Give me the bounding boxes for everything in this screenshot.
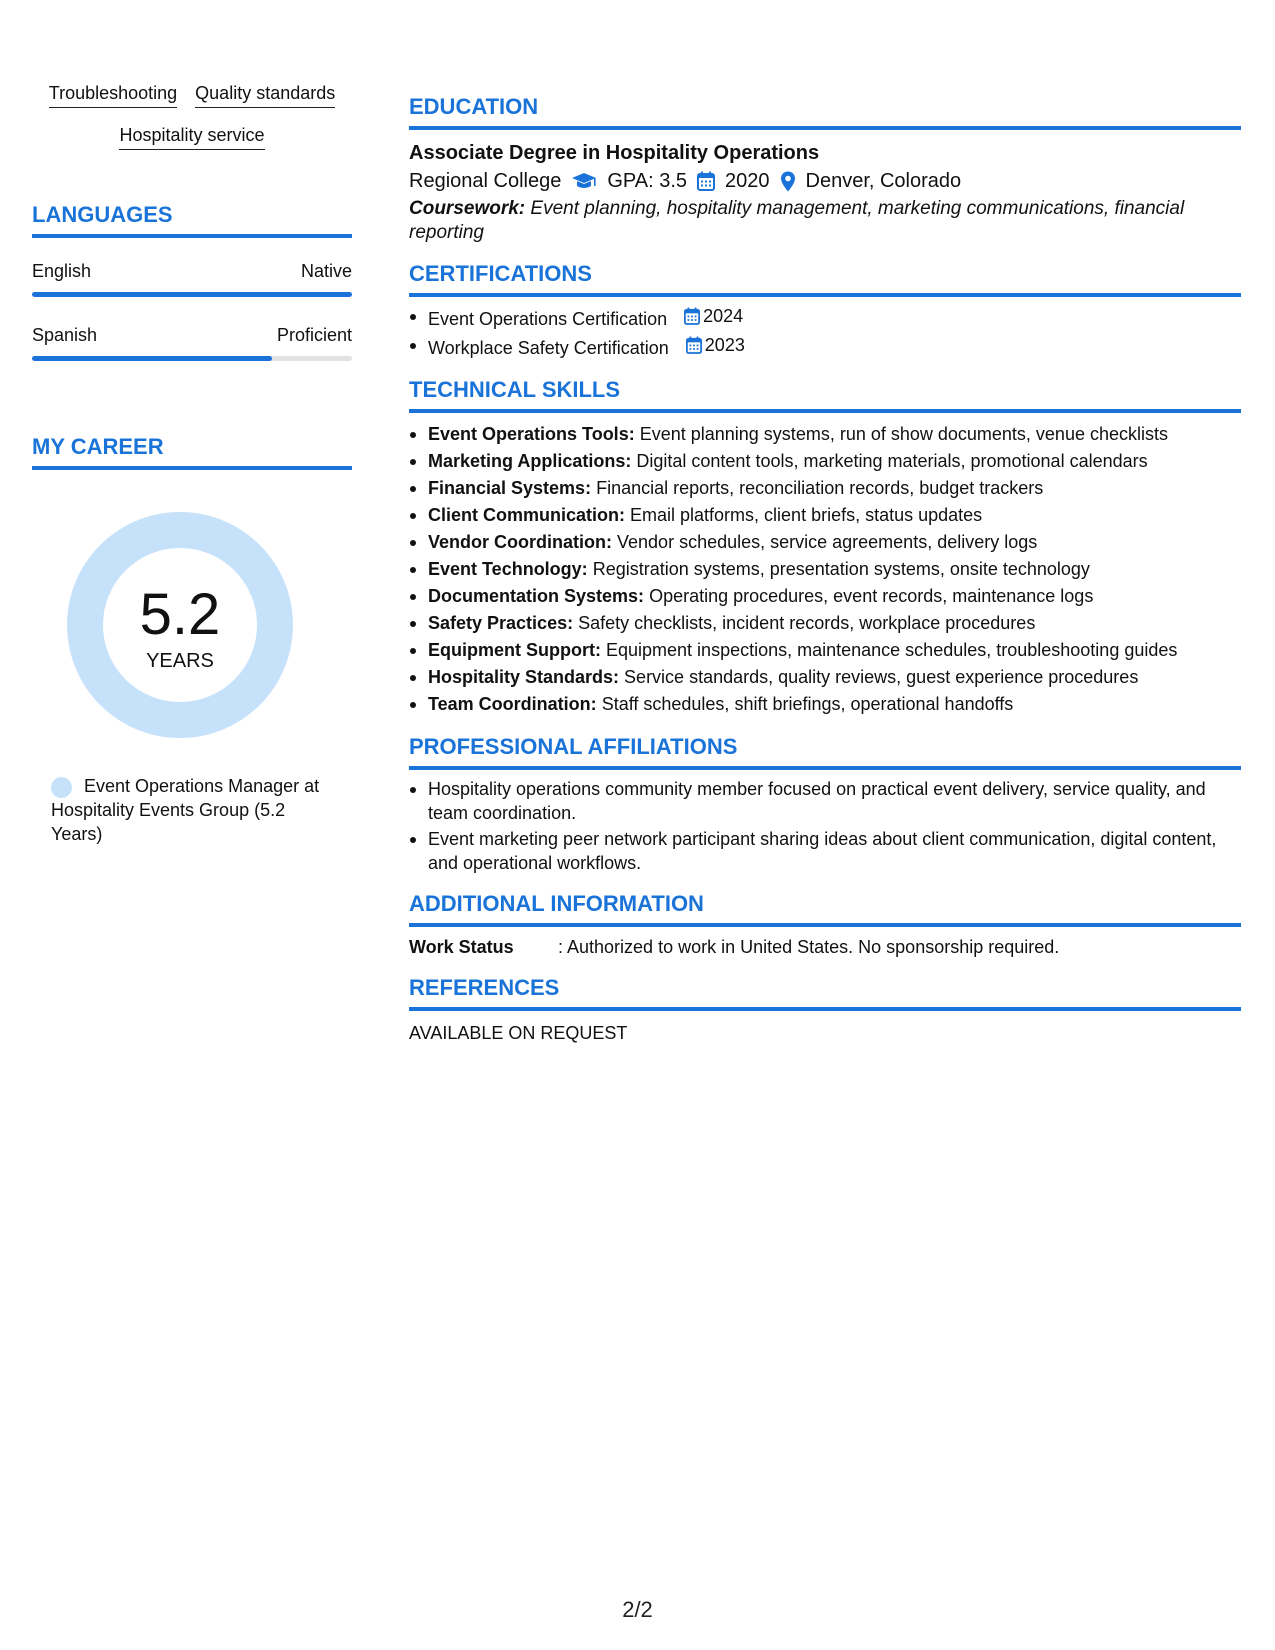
- references-text: AVAILABLE ON REQUEST: [409, 1023, 628, 1043]
- skill-label: Vendor Coordination:: [428, 532, 612, 552]
- info-row: [409, 935, 1241, 959]
- skill-label: Documentation Systems:: [428, 586, 645, 606]
- certifications-list: [409, 303, 1241, 361]
- section-title: REFERENCES: [409, 975, 1241, 1011]
- skill-label: Event Technology:: [428, 559, 588, 579]
- education-meta: [409, 167, 1241, 195]
- calendar-icon: [697, 171, 715, 191]
- list-item: [409, 610, 1241, 637]
- career-years-donut: [67, 512, 293, 738]
- list-item: [409, 448, 1241, 475]
- education-coursework: [409, 197, 1241, 245]
- certification-name: Workplace Safety Certification: [428, 338, 669, 358]
- career-dot: [51, 777, 72, 798]
- career-years-unit: YEARS: [146, 650, 214, 672]
- career-item: [51, 774, 341, 846]
- section-title: ADDITIONAL INFORMATION: [409, 891, 1241, 927]
- skill-label: Event Operations Tools:: [428, 424, 635, 444]
- list-item: [409, 475, 1241, 502]
- career-item-text: Event Operations Manager at Hospitality Events Group (5.2 Years): [51, 776, 320, 844]
- list-item: Hospitality operations community member focused on practical event delivery, service quality, and team coordination.: [409, 777, 1241, 825]
- technical-skills-section: [409, 377, 1241, 718]
- education-section: [409, 94, 1241, 245]
- education-year: 2020: [725, 170, 770, 192]
- section-title: EDUCATION: [409, 94, 1241, 130]
- skill-text: Equipment inspections, maintenance schedules, troubleshooting guides: [606, 640, 1178, 660]
- info-label: Work Status: [409, 937, 514, 957]
- section-title: LANGUAGES: [32, 202, 352, 238]
- skill-text: Digital content tools, marketing materials, promotional calendars: [636, 451, 1148, 471]
- skill-text: Operating procedures, event records, maintenance logs: [649, 586, 1094, 606]
- section-title: CERTIFICATIONS: [409, 261, 1241, 297]
- additional-info-section: [409, 891, 1241, 959]
- calendar-icon: [686, 336, 702, 354]
- certifications-section: [409, 261, 1241, 361]
- list-item: [409, 691, 1241, 718]
- technical-skills-list: [409, 421, 1241, 718]
- skill-label: Hospitality Standards:: [428, 667, 620, 687]
- map-pin-icon: [780, 171, 796, 192]
- coursework-label: Coursework:: [409, 198, 526, 219]
- info-value: : Authorized to work in United States. No sponsorship required.: [558, 937, 1060, 957]
- certification-year: 2024: [684, 303, 743, 329]
- skill-label: Marketing Applications:: [428, 451, 632, 471]
- list-item: [409, 664, 1241, 691]
- left-column: [32, 82, 352, 846]
- skill-text: Financial reports, reconciliation records, budget trackers: [596, 478, 1044, 498]
- career-years-value: 5.2: [139, 582, 221, 647]
- language-bar-fill: [32, 356, 272, 361]
- list-item: Event marketing peer network participant sharing ideas about client communication, digital content, and operational workflows.: [409, 827, 1241, 875]
- skill-text: Staff schedules, shift briefings, operational handoffs: [601, 694, 1014, 714]
- list-item: [409, 556, 1241, 583]
- skill-label: Client Communication:: [428, 505, 625, 525]
- language-item: [32, 324, 352, 361]
- education-gpa: GPA: 3.5: [607, 170, 687, 192]
- language-bar-fill: [32, 292, 352, 297]
- affiliations-section: [409, 734, 1241, 875]
- section-title: PROFESSIONAL AFFILIATIONS: [409, 734, 1241, 770]
- right-column: [409, 94, 1241, 1061]
- language-level: Proficient: [276, 325, 352, 345]
- list-item: [409, 529, 1241, 556]
- skill-text: Event planning systems, run of show documents, venue checklists: [639, 424, 1168, 444]
- list-item: [409, 502, 1241, 529]
- language-item: [32, 260, 352, 297]
- skill-text: Registration systems, presentation systems, onsite technology: [592, 559, 1090, 579]
- list-item: [409, 421, 1241, 448]
- certification-year: 2023: [686, 332, 745, 358]
- language-name: English: [32, 261, 92, 281]
- list-item: [409, 303, 1241, 332]
- language-bar: [32, 356, 352, 361]
- list-item: [409, 332, 1241, 361]
- graduation-cap-icon: [571, 171, 597, 191]
- skill-label: Financial Systems:: [428, 478, 592, 498]
- language-name: Spanish: [32, 325, 98, 345]
- education-degree: Associate Degree in Hospitality Operations: [409, 142, 820, 164]
- skill-label: Safety Practices:: [428, 613, 574, 633]
- skill-text: Email platforms, client briefs, status updates: [630, 505, 983, 525]
- skill-label: Equipment Support:: [428, 640, 601, 660]
- affiliations-list: [409, 777, 1241, 875]
- career-section: [32, 434, 352, 846]
- certification-name: Event Operations Certification: [428, 309, 668, 329]
- skill-text: Safety checklists, incident records, workplace procedures: [578, 613, 1036, 633]
- skill-text: Service standards, quality reviews, guest experience procedures: [624, 667, 1139, 687]
- education-location: Denver, Colorado: [805, 170, 962, 192]
- section-title: TECHNICAL SKILLS: [409, 377, 1241, 413]
- list-item: [409, 583, 1241, 610]
- calendar-icon: [684, 307, 700, 325]
- references-section: [409, 975, 1241, 1045]
- language-level: Native: [300, 261, 352, 281]
- list-item: [409, 637, 1241, 664]
- page-number: 2/2: [622, 1597, 653, 1622]
- languages-section: [32, 202, 352, 361]
- skill-tag: Quality standards: [195, 82, 335, 108]
- coursework-text: Event planning, hospitality management, marketing communications, financial reporting: [409, 198, 1185, 243]
- skill-tag: Hospitality service: [119, 124, 264, 150]
- skill-label: Team Coordination:: [428, 694, 597, 714]
- section-title: MY CAREER: [32, 434, 352, 470]
- skill-tags: [32, 82, 352, 150]
- language-bar: [32, 292, 352, 297]
- skill-text: Vendor schedules, service agreements, delivery logs: [617, 532, 1038, 552]
- education-school: Regional College: [409, 170, 562, 192]
- skill-tag: Troubleshooting: [49, 82, 177, 108]
